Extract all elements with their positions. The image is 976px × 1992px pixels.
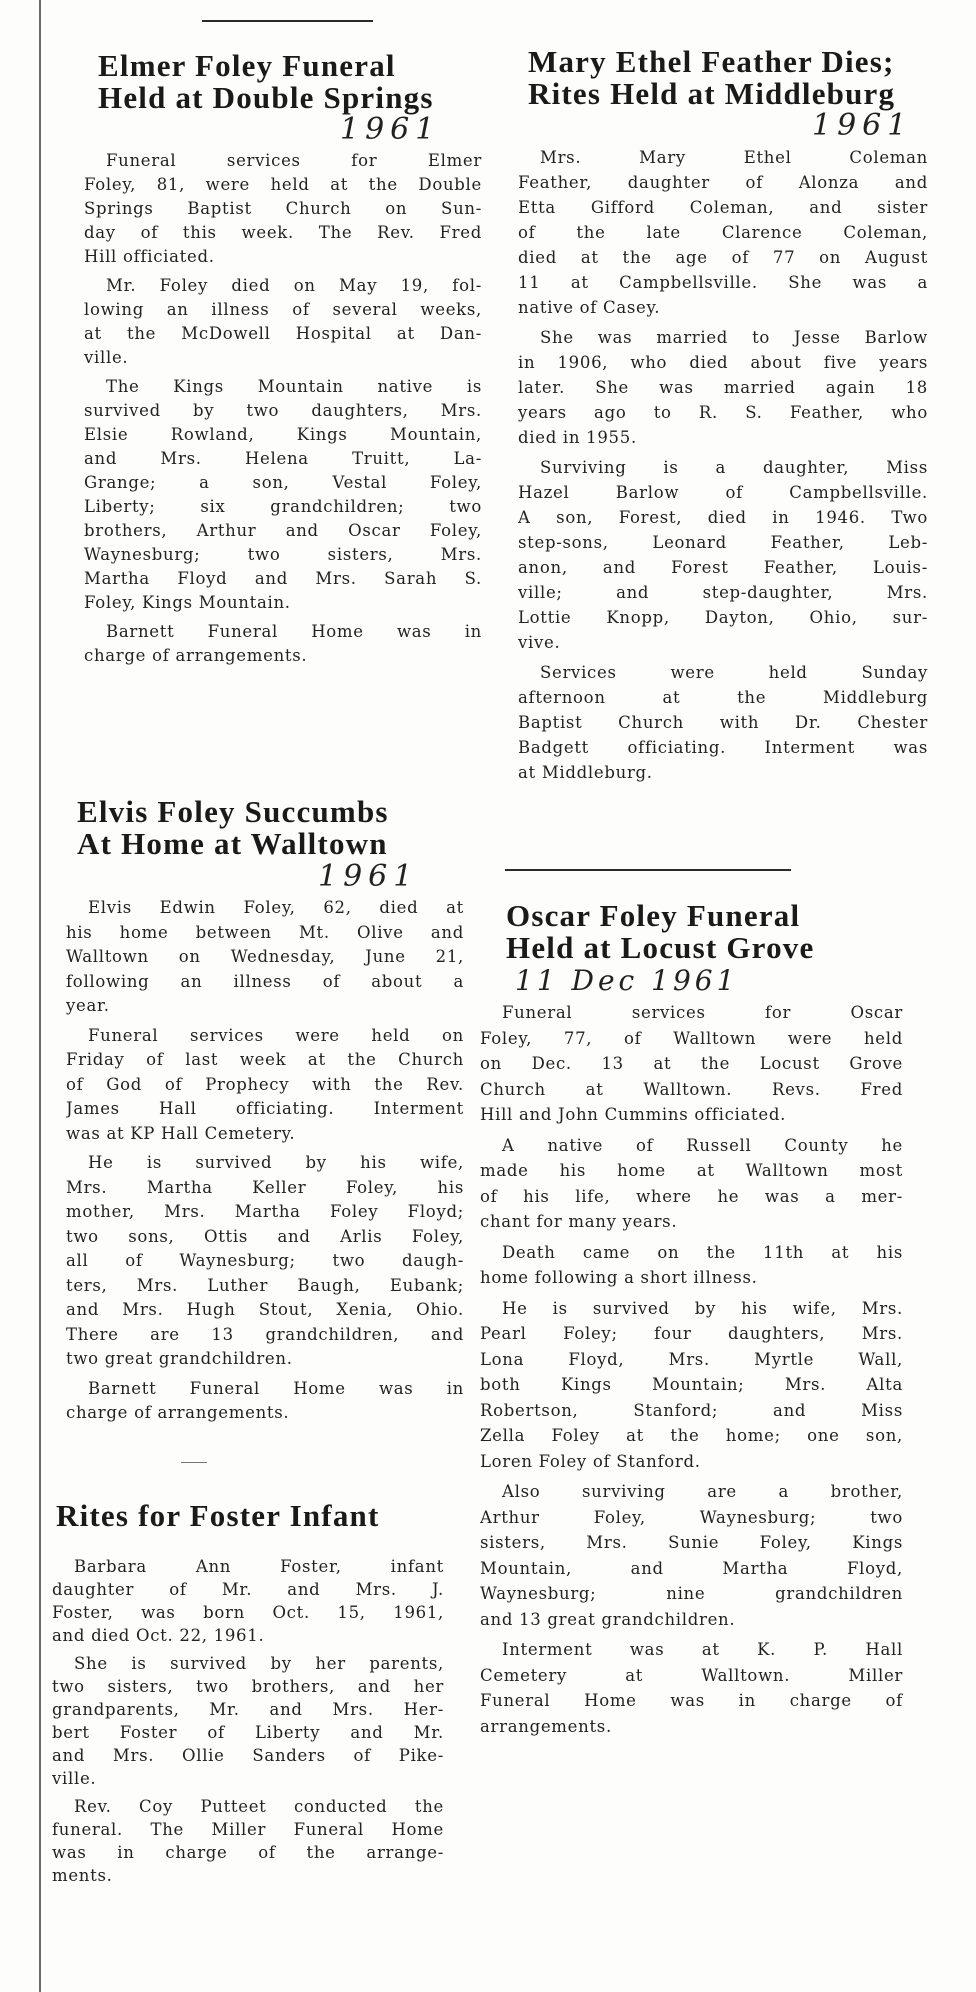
paragraph bbox=[480, 1637, 903, 1739]
text-line: Foster, was born Oct. 15, 1961, bbox=[52, 1603, 444, 1622]
paragraph bbox=[52, 1795, 444, 1887]
paragraph bbox=[480, 1240, 903, 1291]
paragraph bbox=[66, 1377, 464, 1426]
text-line: bert Foster of Liberty and Mr. bbox=[52, 1723, 444, 1742]
text-line: arrangements. bbox=[480, 1716, 612, 1736]
article-body bbox=[480, 1000, 903, 1744]
text-line: A native of Russell County he bbox=[502, 1135, 903, 1155]
text-line: of his life, where he was a mer- bbox=[480, 1186, 903, 1206]
handwritten-date-annotation: 1961 bbox=[340, 112, 441, 147]
text-line: ville. bbox=[84, 348, 129, 367]
paragraph bbox=[66, 1024, 464, 1147]
text-line: Foley, 81, were held at the Double bbox=[84, 175, 482, 194]
article-body bbox=[66, 896, 464, 1431]
text-line: on Dec. 13 at the Locust Grove bbox=[480, 1054, 903, 1073]
paragraph bbox=[66, 1151, 464, 1372]
headline-line: Oscar Foley Funeral bbox=[506, 898, 801, 933]
text-line: at Middleburg. bbox=[518, 763, 653, 782]
paragraph bbox=[84, 620, 482, 668]
paragraph bbox=[84, 149, 482, 269]
text-line: later. She was married again 18 bbox=[518, 378, 928, 397]
text-line: She is survived by her parents, bbox=[74, 1654, 444, 1673]
text-line: Rev. Coy Putteet conducted the bbox=[74, 1797, 444, 1816]
text-line: and died Oct. 22, 1961. bbox=[52, 1626, 265, 1645]
paragraph bbox=[518, 455, 928, 655]
text-line: Death came on the 11th at his bbox=[502, 1242, 903, 1262]
paragraph bbox=[518, 145, 928, 320]
clipping-edge bbox=[39, 0, 41, 1992]
article-body bbox=[84, 149, 482, 673]
text-line: Baptist Church with Dr. Chester bbox=[518, 713, 928, 732]
text-line: Springs Baptist Church on Sun- bbox=[84, 199, 482, 218]
text-line: vive. bbox=[518, 633, 561, 652]
text-line: made his home at Walltown most bbox=[480, 1161, 903, 1180]
text-line: mother, Mrs. Martha Foley Floyd; bbox=[66, 1202, 464, 1221]
headline-line: Elvis Foley Succumbs bbox=[77, 794, 389, 829]
text-line: all of Waynesburg; two daugh- bbox=[66, 1251, 464, 1270]
article-body bbox=[52, 1555, 444, 1892]
headline-line: Elmer Foley Funeral bbox=[98, 48, 396, 83]
divider-rule-small bbox=[181, 1462, 207, 1463]
text-line: and Mrs. Hugh Stout, Xenia, Ohio. bbox=[66, 1300, 464, 1319]
text-line: Loren Foley of Stanford. bbox=[480, 1451, 701, 1471]
text-line: Liberty; six grandchildren; two bbox=[84, 497, 482, 516]
text-line: Barnett Funeral Home was in bbox=[88, 1378, 464, 1398]
text-line: She was married to Jesse Barlow bbox=[540, 328, 928, 347]
text-line: Interment was at K. P. Hall bbox=[502, 1640, 903, 1659]
headline-line: At Home at Walltown bbox=[77, 826, 388, 861]
text-line: Pearl Foley; four daughters, Mrs. bbox=[480, 1324, 903, 1343]
paragraph bbox=[480, 1296, 903, 1475]
text-line: daughter of Mr. and Mrs. J. bbox=[52, 1580, 444, 1599]
text-line: two sisters, two brothers, and her bbox=[52, 1677, 444, 1696]
text-line: his home between Mt. Olive and bbox=[66, 922, 464, 942]
text-line: Church at Walltown. Revs. Fred bbox=[480, 1079, 903, 1099]
text-line: ville. bbox=[52, 1769, 97, 1788]
text-line: Lottie Knopp, Dayton, Ohio, sur- bbox=[518, 608, 928, 627]
text-line: Foley, 77, of Walltown were held bbox=[480, 1028, 903, 1048]
paragraph bbox=[518, 325, 928, 450]
text-line: Robertson, Stanford; and Miss bbox=[480, 1400, 903, 1420]
text-line: of God of Prophecy with the Rev. bbox=[66, 1074, 464, 1094]
text-line: Cemetery at Walltown. Miller bbox=[480, 1665, 903, 1685]
text-line: Mrs. Mary Ethel Coleman bbox=[540, 148, 928, 167]
paragraph bbox=[52, 1555, 444, 1647]
text-line: Waynesburg; nine grandchildren bbox=[480, 1584, 903, 1603]
article-body bbox=[518, 145, 928, 790]
handwritten-date-annotation: 1961 bbox=[812, 108, 913, 143]
text-line: charge of arrangements. bbox=[84, 646, 308, 665]
paragraph bbox=[480, 1133, 903, 1235]
headline-line: Rites Held at Middleburg bbox=[528, 76, 896, 111]
headline bbox=[56, 1500, 380, 1532]
text-line: step-sons, Leonard Feather, Leb- bbox=[518, 533, 928, 552]
text-line: in 1906, who died about five years bbox=[518, 353, 928, 372]
text-line: Funeral Home was in charge of bbox=[480, 1691, 903, 1710]
text-line: Barbara Ann Foster, infant bbox=[74, 1557, 444, 1576]
text-line: Grange; a son, Vestal Foley, bbox=[84, 473, 482, 492]
paragraph bbox=[66, 896, 464, 1019]
text-line: Lona Floyd, Mrs. Myrtle Wall, bbox=[480, 1349, 903, 1369]
divider-rule-right bbox=[505, 869, 791, 871]
text-line: Zella Foley at the home; one son, bbox=[480, 1426, 903, 1445]
headline-line: Held at Double Springs bbox=[98, 80, 434, 115]
text-line: Funeral services for Elmer bbox=[106, 151, 482, 170]
text-line: both Kings Mountain; Mrs. Alta bbox=[480, 1375, 903, 1394]
text-line: Walltown on Wednesday, June 21, bbox=[66, 947, 464, 966]
text-line: Barnett Funeral Home was in bbox=[106, 622, 482, 641]
text-line: years ago to R. S. Feather, who bbox=[518, 403, 928, 422]
text-line: Waynesburg; two sisters, Mrs. bbox=[84, 545, 482, 564]
paragraph bbox=[84, 274, 482, 370]
text-line: Foley, Kings Mountain. bbox=[84, 593, 291, 612]
text-line: Elsie Rowland, Kings Mountain, bbox=[84, 425, 482, 444]
text-line: was at KP Hall Cemetery. bbox=[66, 1123, 296, 1143]
text-line: Etta Gifford Coleman, and sister bbox=[518, 198, 928, 217]
text-line: A son, Forest, died in 1946. Two bbox=[518, 508, 928, 527]
text-line: and Mrs. Helena Truitt, La- bbox=[84, 449, 482, 468]
text-line: He is survived by his wife, bbox=[88, 1153, 464, 1172]
paragraph bbox=[52, 1652, 444, 1790]
text-line: and 13 great grandchildren. bbox=[480, 1609, 736, 1629]
text-line: two sons, Ottis and Arlis Foley, bbox=[66, 1226, 464, 1246]
paragraph bbox=[480, 1479, 903, 1632]
text-line: Martha Floyd and Mrs. Sarah S. bbox=[84, 569, 482, 588]
headline bbox=[528, 46, 895, 110]
divider-rule-top bbox=[202, 20, 373, 22]
text-line: was in charge of the arrange- bbox=[52, 1843, 444, 1862]
text-line: of the late Clarence Coleman, bbox=[518, 223, 928, 242]
text-line: Mr. Foley died on May 19, fol- bbox=[106, 276, 482, 295]
text-line: ments. bbox=[52, 1866, 113, 1885]
text-line: Hill officiated. bbox=[84, 247, 215, 266]
text-line: Surviving is a daughter, Miss bbox=[540, 458, 928, 477]
text-line: Arthur Foley, Waynesburg; two bbox=[480, 1507, 903, 1527]
handwritten-date-annotation: 1961 bbox=[318, 859, 419, 894]
text-line: 11 at Campbellsville. She was a bbox=[518, 273, 928, 292]
text-line: year. bbox=[66, 996, 110, 1015]
text-line: at the McDowell Hospital at Dan- bbox=[84, 324, 482, 343]
text-line: sisters, Mrs. Sunie Foley, Kings bbox=[480, 1533, 903, 1552]
text-line: home following a short illness. bbox=[480, 1268, 758, 1287]
text-line: Funeral services for Oscar bbox=[502, 1003, 903, 1022]
paragraph bbox=[84, 375, 482, 615]
text-line: Mrs. Martha Keller Foley, his bbox=[66, 1177, 464, 1197]
text-line: ters, Mrs. Luther Baugh, Eubank; bbox=[66, 1275, 464, 1295]
text-line: lowing an illness of several weeks, bbox=[84, 300, 482, 319]
text-line: day of this week. The Rev. Fred bbox=[84, 223, 482, 242]
text-line: Friday of last week at the Church bbox=[66, 1050, 464, 1069]
text-line: Feather, daughter of Alonza and bbox=[518, 173, 928, 192]
headline-line: Mary Ethel Feather Dies; bbox=[528, 44, 895, 79]
text-line: charge of arrangements. bbox=[66, 1403, 290, 1422]
text-line: following an illness of about a bbox=[66, 971, 464, 991]
headline-line: Rites for Foster Infant bbox=[56, 1498, 380, 1533]
text-line: Hill and John Cummins officiated. bbox=[480, 1105, 787, 1124]
text-line: Badgett officiating. Interment was bbox=[518, 738, 928, 757]
text-line: chant for many years. bbox=[480, 1212, 678, 1231]
text-line: and Mrs. Ollie Sanders of Pike- bbox=[52, 1746, 444, 1765]
handwritten-date-annotation: 11 Dec 1961 bbox=[515, 964, 739, 997]
text-line: Services were held Sunday bbox=[540, 663, 928, 682]
text-line: Funeral services were held on bbox=[88, 1025, 464, 1045]
text-line: Hazel Barlow of Campbellsville. bbox=[518, 483, 928, 502]
text-line: Mountain, and Martha Floyd, bbox=[480, 1558, 903, 1578]
text-line: two great grandchildren. bbox=[66, 1349, 293, 1368]
paragraph bbox=[518, 660, 928, 785]
text-line: There are 13 grandchildren, and bbox=[66, 1324, 464, 1344]
text-line: anon, and Forest Feather, Louis- bbox=[518, 558, 928, 577]
text-line: funeral. The Miller Funeral Home bbox=[52, 1820, 444, 1839]
text-line: native of Casey. bbox=[518, 298, 661, 317]
text-line: He is survived by his wife, Mrs. bbox=[502, 1298, 903, 1318]
text-line: Also surviving are a brother, bbox=[502, 1482, 903, 1501]
headline bbox=[77, 796, 389, 860]
text-line: James Hall officiating. Interment bbox=[66, 1099, 464, 1118]
text-line: brothers, Arthur and Oscar Foley, bbox=[84, 521, 482, 540]
text-line: died at the age of 77 on August bbox=[518, 248, 928, 267]
paragraph bbox=[480, 1000, 903, 1128]
text-line: ville; and step-daughter, Mrs. bbox=[518, 583, 928, 602]
text-line: afternoon at the Middleburg bbox=[518, 688, 928, 707]
headline-line: Held at Locust Grove bbox=[506, 930, 815, 965]
headline bbox=[98, 50, 434, 114]
headline bbox=[506, 900, 814, 964]
text-line: died in 1955. bbox=[518, 428, 637, 447]
text-line: survived by two daughters, Mrs. bbox=[84, 401, 482, 420]
text-line: The Kings Mountain native is bbox=[106, 377, 482, 396]
text-line: grandparents, Mr. and Mrs. Her- bbox=[52, 1700, 444, 1719]
text-line: Elvis Edwin Foley, 62, died at bbox=[88, 898, 464, 917]
